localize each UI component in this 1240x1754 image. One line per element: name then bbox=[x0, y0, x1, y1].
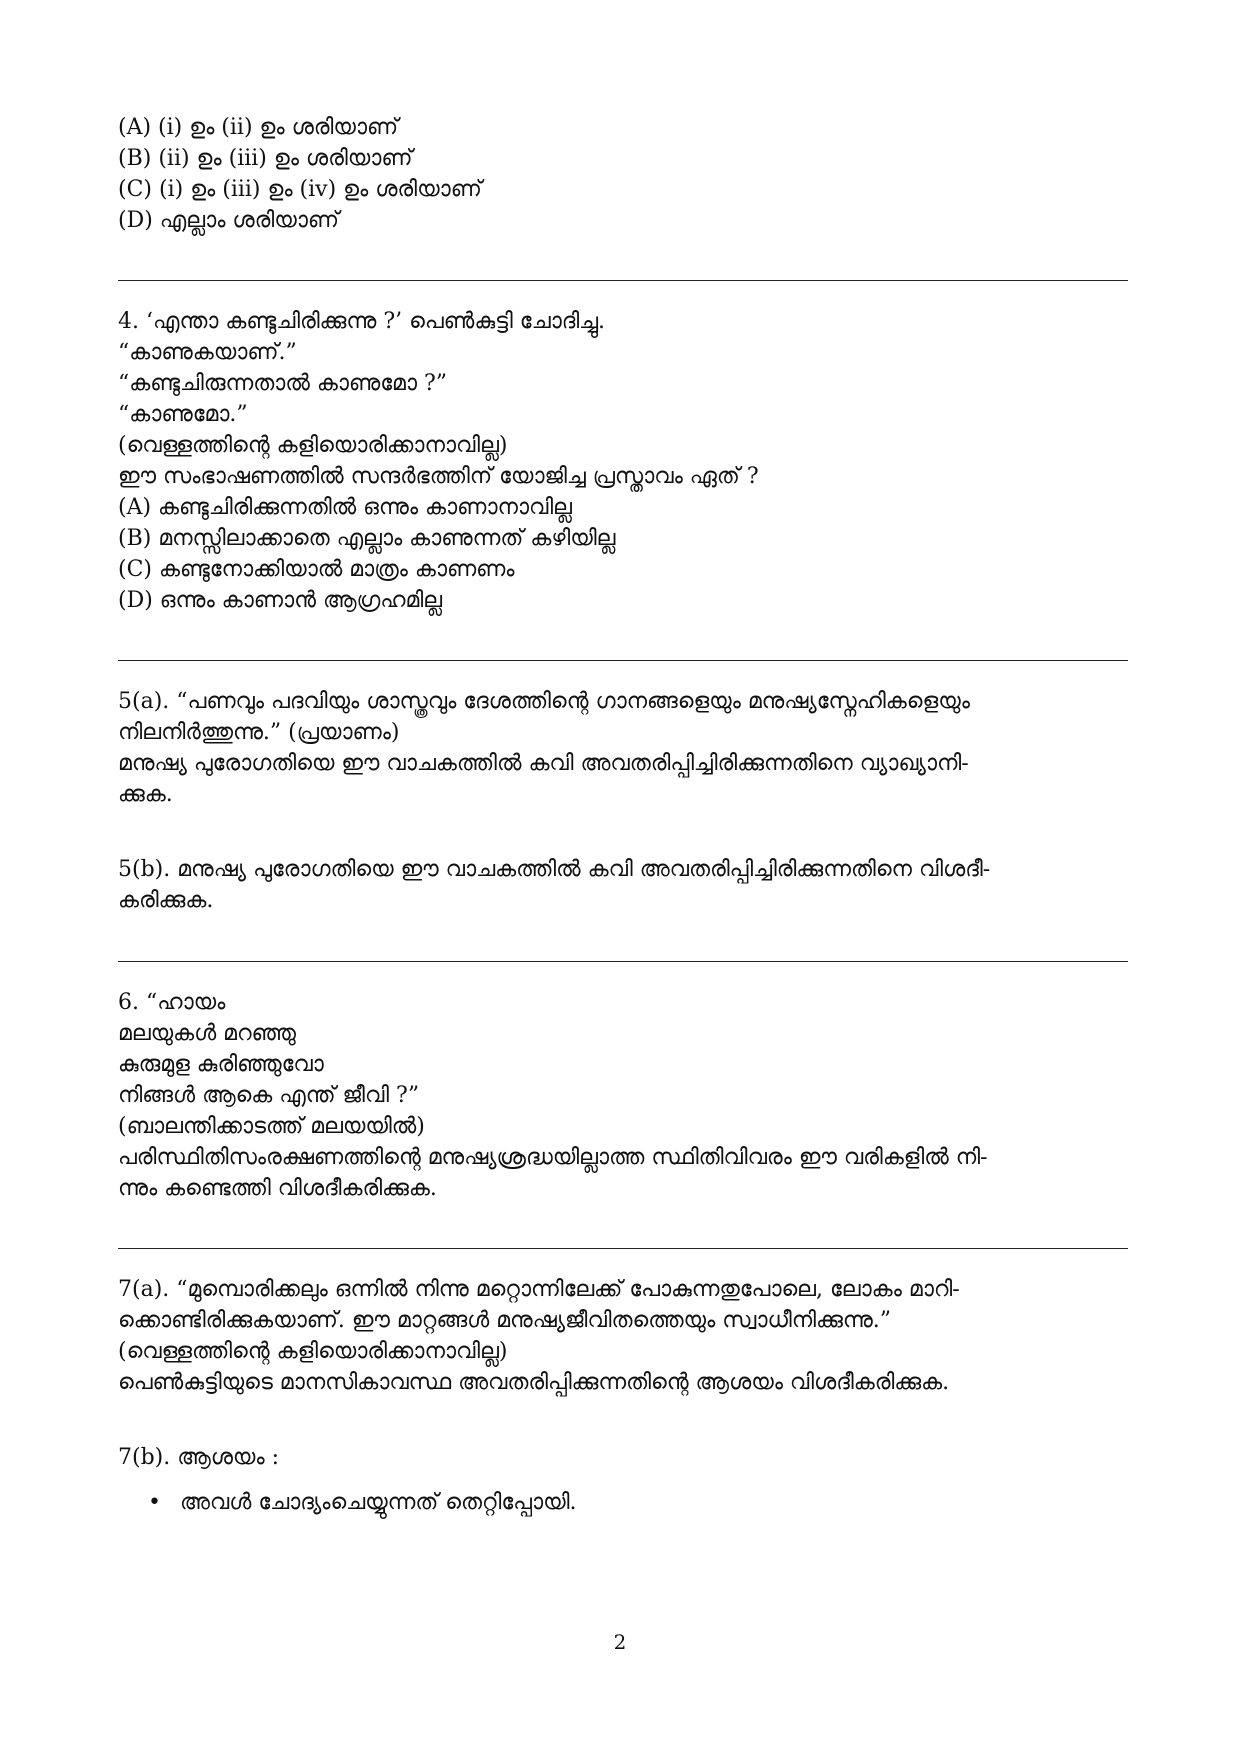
question-6 bbox=[118, 987, 1128, 1204]
q5a-line: 5(a). “പണവും പദവിയും ശാസ്ത്രവും ദേശത്തിന്റെ ഗാനങ്ങളെയും മനുഷ്യസ്നേഹികളെയും bbox=[118, 689, 970, 714]
q5b-line: 5(b). മനുഷ്യ പുരോഗതിയെ ഈ വാചകത്തിൽ കവി അവതരിപ്പിച്ചിരിക്കുന്നതിനെ വിശദീ- bbox=[118, 857, 991, 882]
q7b-bullet-item bbox=[118, 1487, 1128, 1518]
q4-line: ഈ സംഭാഷണത്തിൽ സന്ദർഭത്തിന് യോജിച്ച പ്രസ്താവം ഏത് ? bbox=[118, 464, 759, 489]
q7b-heading: 7(b). ആശയം : bbox=[118, 1445, 280, 1470]
q6-line: പരിസ്ഥിതിസംരക്ഷണത്തിന്റെ മനുഷ്യശ്രദ്ധയില്ലാത്ത സ്ഥിതിവിവരം ഈ വരികളിൽ നി- bbox=[118, 1145, 988, 1170]
q3-option-a: (A) (i) ഉം (ii) ഉം ശരിയാണ് bbox=[118, 115, 399, 140]
exam-page bbox=[118, 112, 1128, 1518]
q7a-line: 7(a). “മുമ്പൊരിക്കലും ഒന്നിൽ നിന്നു മറ്റൊന്നിലേക്ക് പോകുന്നതുപോലെ, ലോകം മാറി- bbox=[118, 1277, 960, 1302]
q4-line: “കാണുകയാണ്.” bbox=[118, 340, 297, 365]
question-5b bbox=[118, 854, 1128, 916]
question-5a bbox=[118, 686, 1128, 810]
q4-option-b: (B) മനസ്സിലാക്കാതെ എല്ലാം കാണുന്നത് കഴിയില്ല bbox=[118, 526, 616, 551]
q4-line: 4. ‘എന്താ കണ്ടുചിരിക്കുന്നു ?’ പെൺകുട്ടി ചോദിച്ചു. bbox=[118, 309, 606, 334]
q6-line: നിങ്ങൾ ആകെ എന്ത് ജീവി ?” bbox=[118, 1083, 420, 1108]
bullet-marker: • bbox=[148, 1490, 161, 1515]
q3-option-c: (C) (i) ഉം (iii) ഉം (iv) ഉം ശരിയാണ് bbox=[118, 177, 482, 202]
page-number: 2 bbox=[613, 1630, 627, 1654]
question-7a bbox=[118, 1274, 1128, 1398]
q3-option-d: (D) എല്ലാം ശരിയാണ് bbox=[118, 208, 340, 233]
q5a-line: മനുഷ്യ പുരോഗതിയെ ഈ വാചകത്തിൽ കവി അവതരിപ്പിച്ചിരിക്കുന്നതിനെ വ്യാഖ്യാനി- bbox=[118, 751, 969, 776]
q5b-line: കരിക്കുക. bbox=[118, 888, 214, 913]
q7b-bullet-text: അവൾ ചോദ്യംചെയ്യുന്നത് തെറ്റിപ്പോയി. bbox=[180, 1490, 577, 1515]
q3-option-b: (B) (ii) ഉം (iii) ഉം ശരിയാണ് bbox=[118, 146, 413, 171]
q7a-line: (വെള്ളത്തിന്റെ കളിയൊരിക്കാനാവില്ല) bbox=[118, 1339, 508, 1364]
q6-line: മലയുകൾ മറഞ്ഞു bbox=[118, 1021, 297, 1046]
q7a-line: പെൺകുട്ടിയുടെ മാനസികാവസ്ഥ അവതരിപ്പിക്കുന്നതിന്റെ ആശയം വിശദീകരിക്കുക. bbox=[118, 1370, 950, 1395]
q6-line: 6. “ഹായം bbox=[118, 990, 226, 1015]
q4-option-a: (A) കണ്ടുചിരിക്കുന്നതിൽ ഒന്നും കാണാനാവില്ല bbox=[118, 495, 572, 520]
q3-options bbox=[118, 112, 1128, 236]
question-4 bbox=[118, 306, 1128, 616]
q4-line: “കണ്ടുചിരുന്നതാൽ കാണുമോ ?” bbox=[118, 371, 448, 396]
q7a-line: ക്കൊണ്ടിരിക്കുകയാണ്. ഈ മാറ്റങ്ങൾ മനുഷ്യജീവിതത്തെയും സ്വാധീനിക്കുന്നു.” bbox=[118, 1308, 892, 1333]
q5a-line: നിലനിർത്തുന്നു.” (പ്രയാണം) bbox=[118, 720, 400, 745]
question-7b bbox=[118, 1442, 1128, 1518]
q4-option-d: (D) ഒന്നും കാണാൻ ആഗ്രഹമില്ല bbox=[118, 588, 443, 613]
q4-line: (വെള്ളത്തിന്റെ കളിയൊരിക്കാനാവില്ല) bbox=[118, 433, 508, 458]
q4-option-c: (C) കണ്ടുനോക്കിയാൽ മാത്രം കാണണം bbox=[118, 557, 515, 582]
q4-line: “കാണുമോ.” bbox=[118, 402, 248, 427]
q6-line: ന്നും കണ്ടെത്തി വിശദീകരിക്കുക. bbox=[118, 1176, 437, 1201]
q6-line: കുരുമുള കുരിഞ്ഞുവോ bbox=[118, 1052, 324, 1077]
q6-line: (ബാലന്തിക്കാടത്ത് മലയയിൽ) bbox=[118, 1114, 425, 1139]
q5a-line: ക്കുക. bbox=[118, 782, 173, 807]
